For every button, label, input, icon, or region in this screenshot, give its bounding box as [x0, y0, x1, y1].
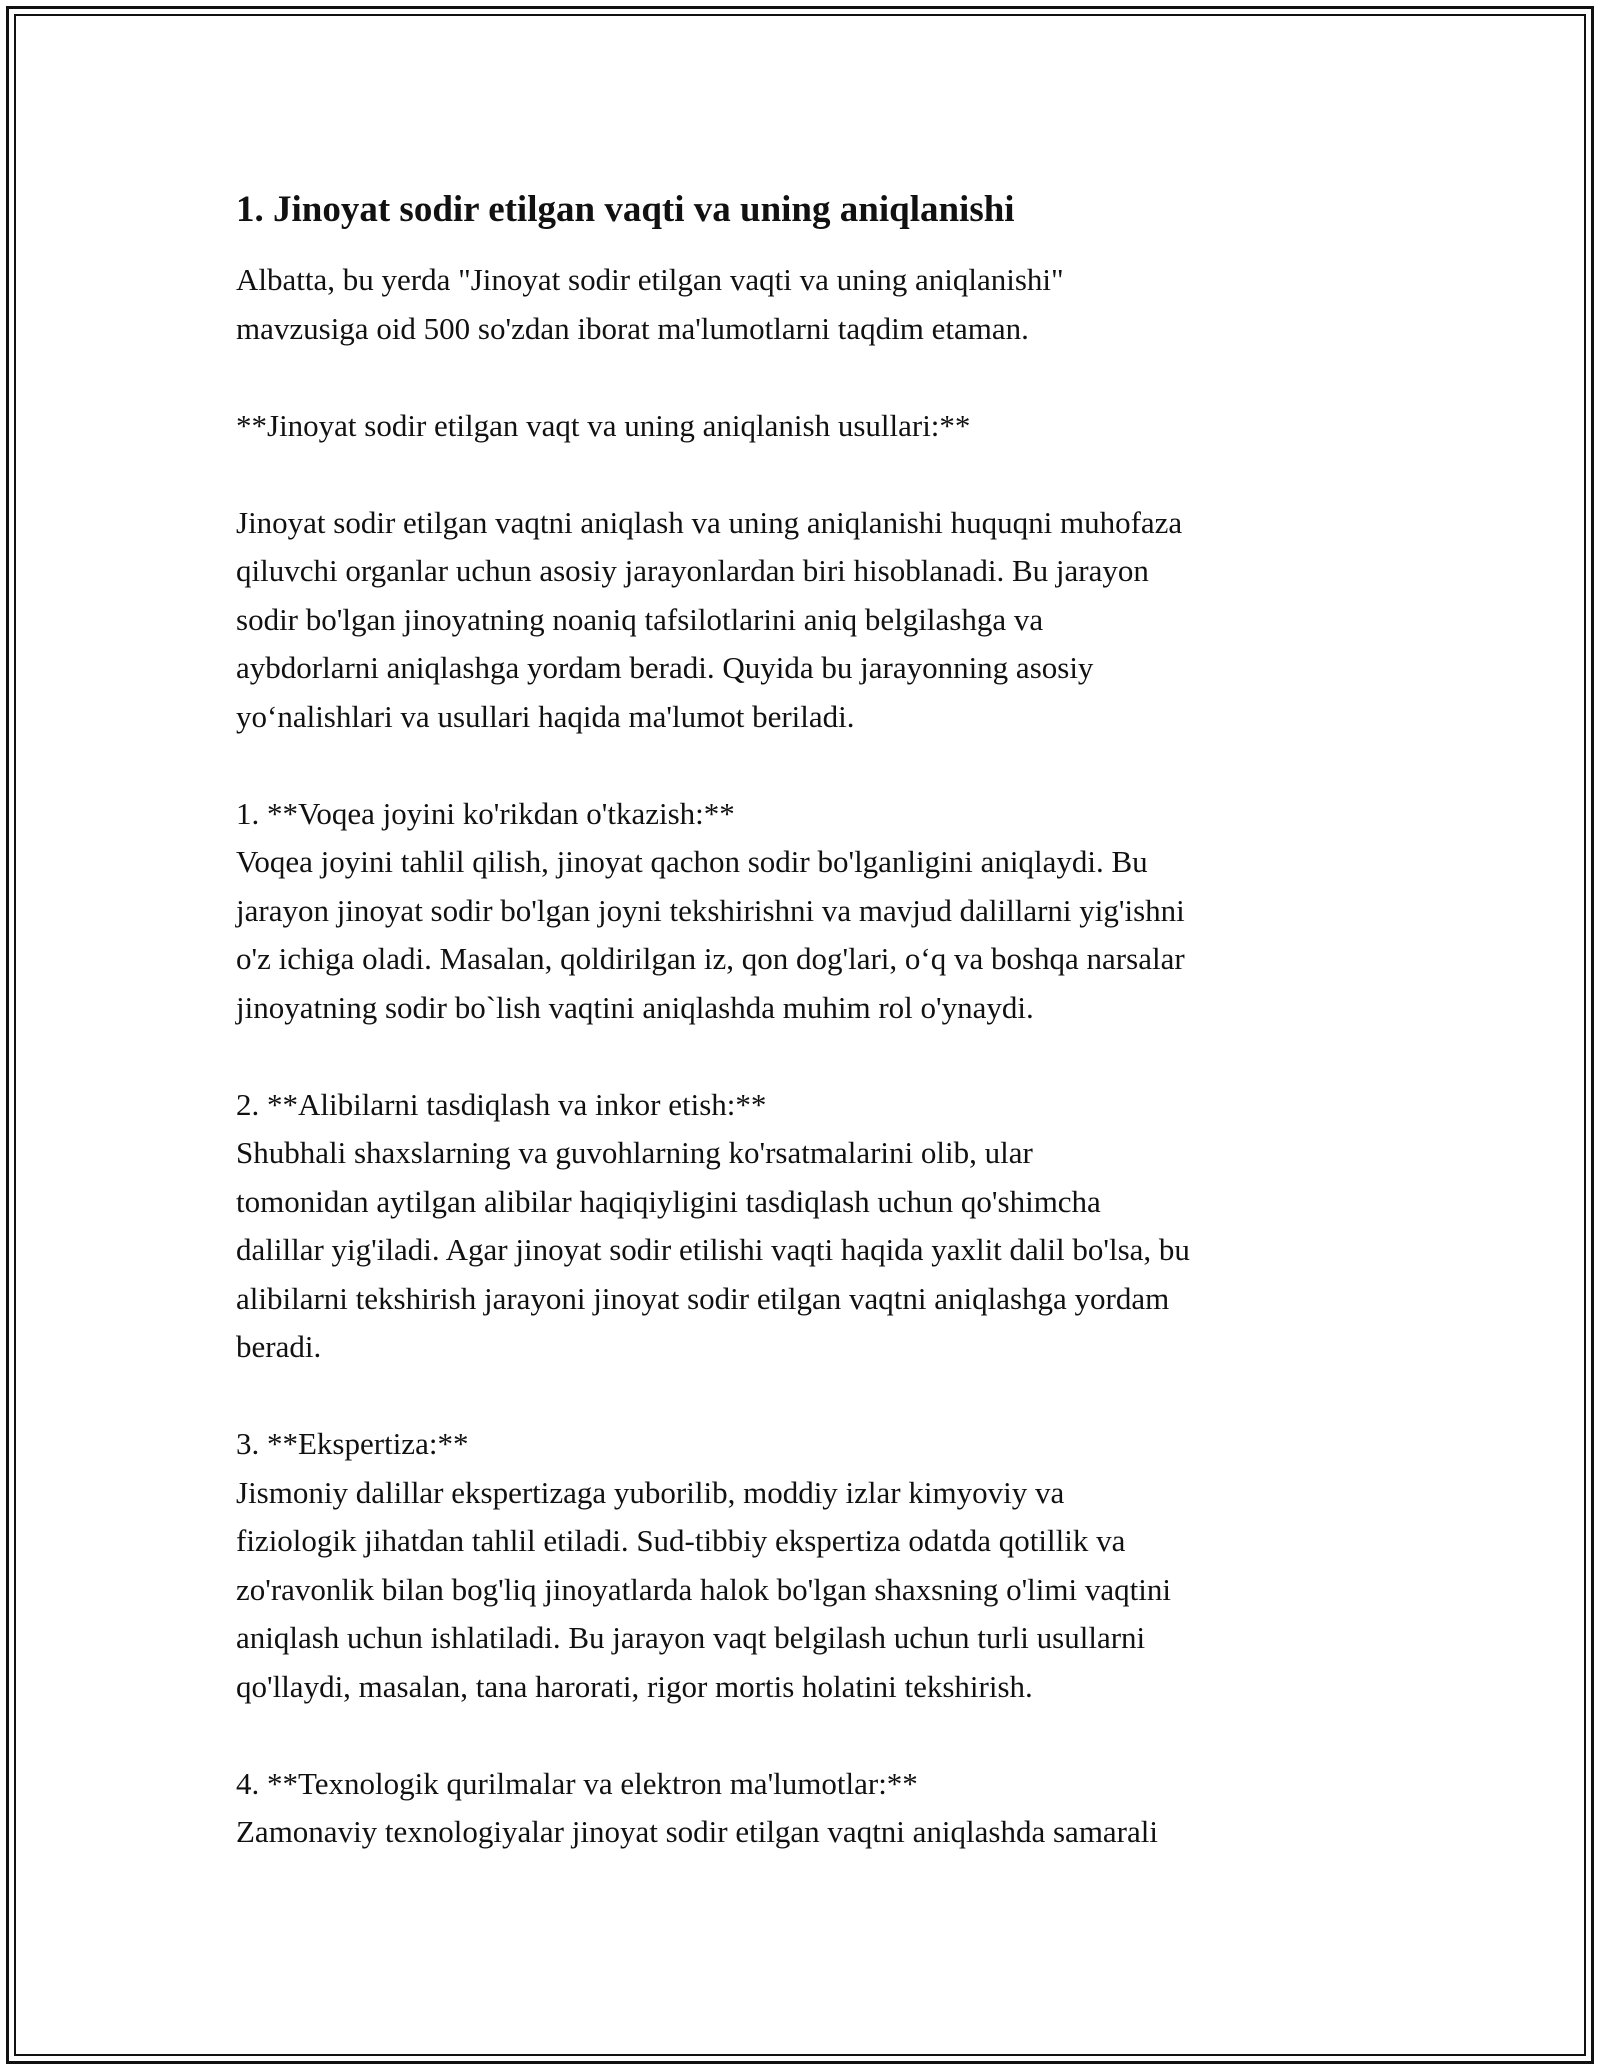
- item-4-body: Zamonaviy texnologiyalar jinoyat sodir etilgan vaqtni aniqlashda samarali: [236, 1814, 1158, 1849]
- intro-paragraph: Albatta, bu yerda "Jinoyat sodir etilgan vaqti va uning aniqlanishi" mavzusiga oid 500 so'zdan iborat ma'lumotlarni taqdim etaman.: [236, 262, 1064, 346]
- paragraph-gap: [236, 1711, 1376, 1760]
- paragraph-gap: [236, 450, 1376, 499]
- item-3-heading: 3. **Ekspertiza:**: [236, 1426, 469, 1461]
- item-3-body: Jismoniy dalillar ekspertizaga yuborilib, moddiy izlar kimyoviy va fiziologik jihatdan tahlil etiladi. Sud-tibbiy ekspertiza odatda qotillik va zo'ravonlik bilan bog'liq jinoyatlarda halok bo'lgan shaxsning o'limi vaqtini aniqlash uchun ishlatiladi. Bu jarayon vaqt belgilash uchun turli usullarni qo'llaydi, masalan, tana harorati, rigor mortis holatini tekshirish.: [236, 1474, 1171, 1704]
- item-2-heading: 2. **Alibilarni tasdiqlash va inkor etish:**: [236, 1086, 767, 1122]
- item-1-heading: 1. **Voqea joyini ko'rikdan o'tkazish:**: [236, 795, 735, 831]
- paragraph-gap: [236, 353, 1376, 402]
- item-1-body: Voqea joyini tahlil qilish, jinoyat qachon sodir bo'lganligini aniqlaydi. Bu jarayon jinoyat sodir bo'lgan joyni tekshirishni va mavjud dalillarni yig'ishni o'z ichiga oladi. Masalan, qoldirilgan iz, qon dog'lari, o‘q va boshqa narsalar jinoyatning sodir bo`lish vaqtini aniqlashda muhim rol o'ynaydi.: [236, 844, 1185, 1025]
- document-title: 1. Jinoyat sodir etilgan vaqti va uning aniqlanishi: [236, 189, 1015, 230]
- item-4-heading: 4. **Texnologik qurilmalar va elektron ma'lumotlar:**: [236, 1765, 918, 1801]
- overview-paragraph: Jinoyat sodir etilgan vaqtni aniqlash va uning aniqlanishi huquqni muhofaza qiluvchi organlar uchun asosiy jarayonlardan biri hisoblanadi. Bu jarayon sodir bo'lgan jinoyatning noaniq tafsilotlarini aniq belgilashga va aybdorlarni aniqlashga yordam beradi. Quyida bu jarayonning asosiy yo‘nalishlari va usullari haqida ma'lumot beriladi.: [236, 504, 1183, 734]
- item-2-body: Shubhali shaxslarning va guvohlarning ko'rsatmalarini olib, ular tomonidan aytilgan alibilar haqiqiyligini tasdiqlash uchun qo'shimcha dalillar yig'iladi. Agar jinoyat sodir etilishi vaqti haqida yaxlit dalil bo'lsa, bu alibilarni tekshirish jarayoni jinoyat sodir etilgan vaqtni aniqlashga yordam beradi.: [236, 1135, 1190, 1364]
- paragraph-gap: [236, 1032, 1376, 1081]
- subheading: **Jinoyat sodir etilgan vaqt va uning aniqlanish usullari:**: [236, 407, 971, 443]
- paragraph-gap: [236, 1372, 1376, 1421]
- document-body: [236, 186, 1376, 1857]
- paragraph-gap: [236, 741, 1376, 790]
